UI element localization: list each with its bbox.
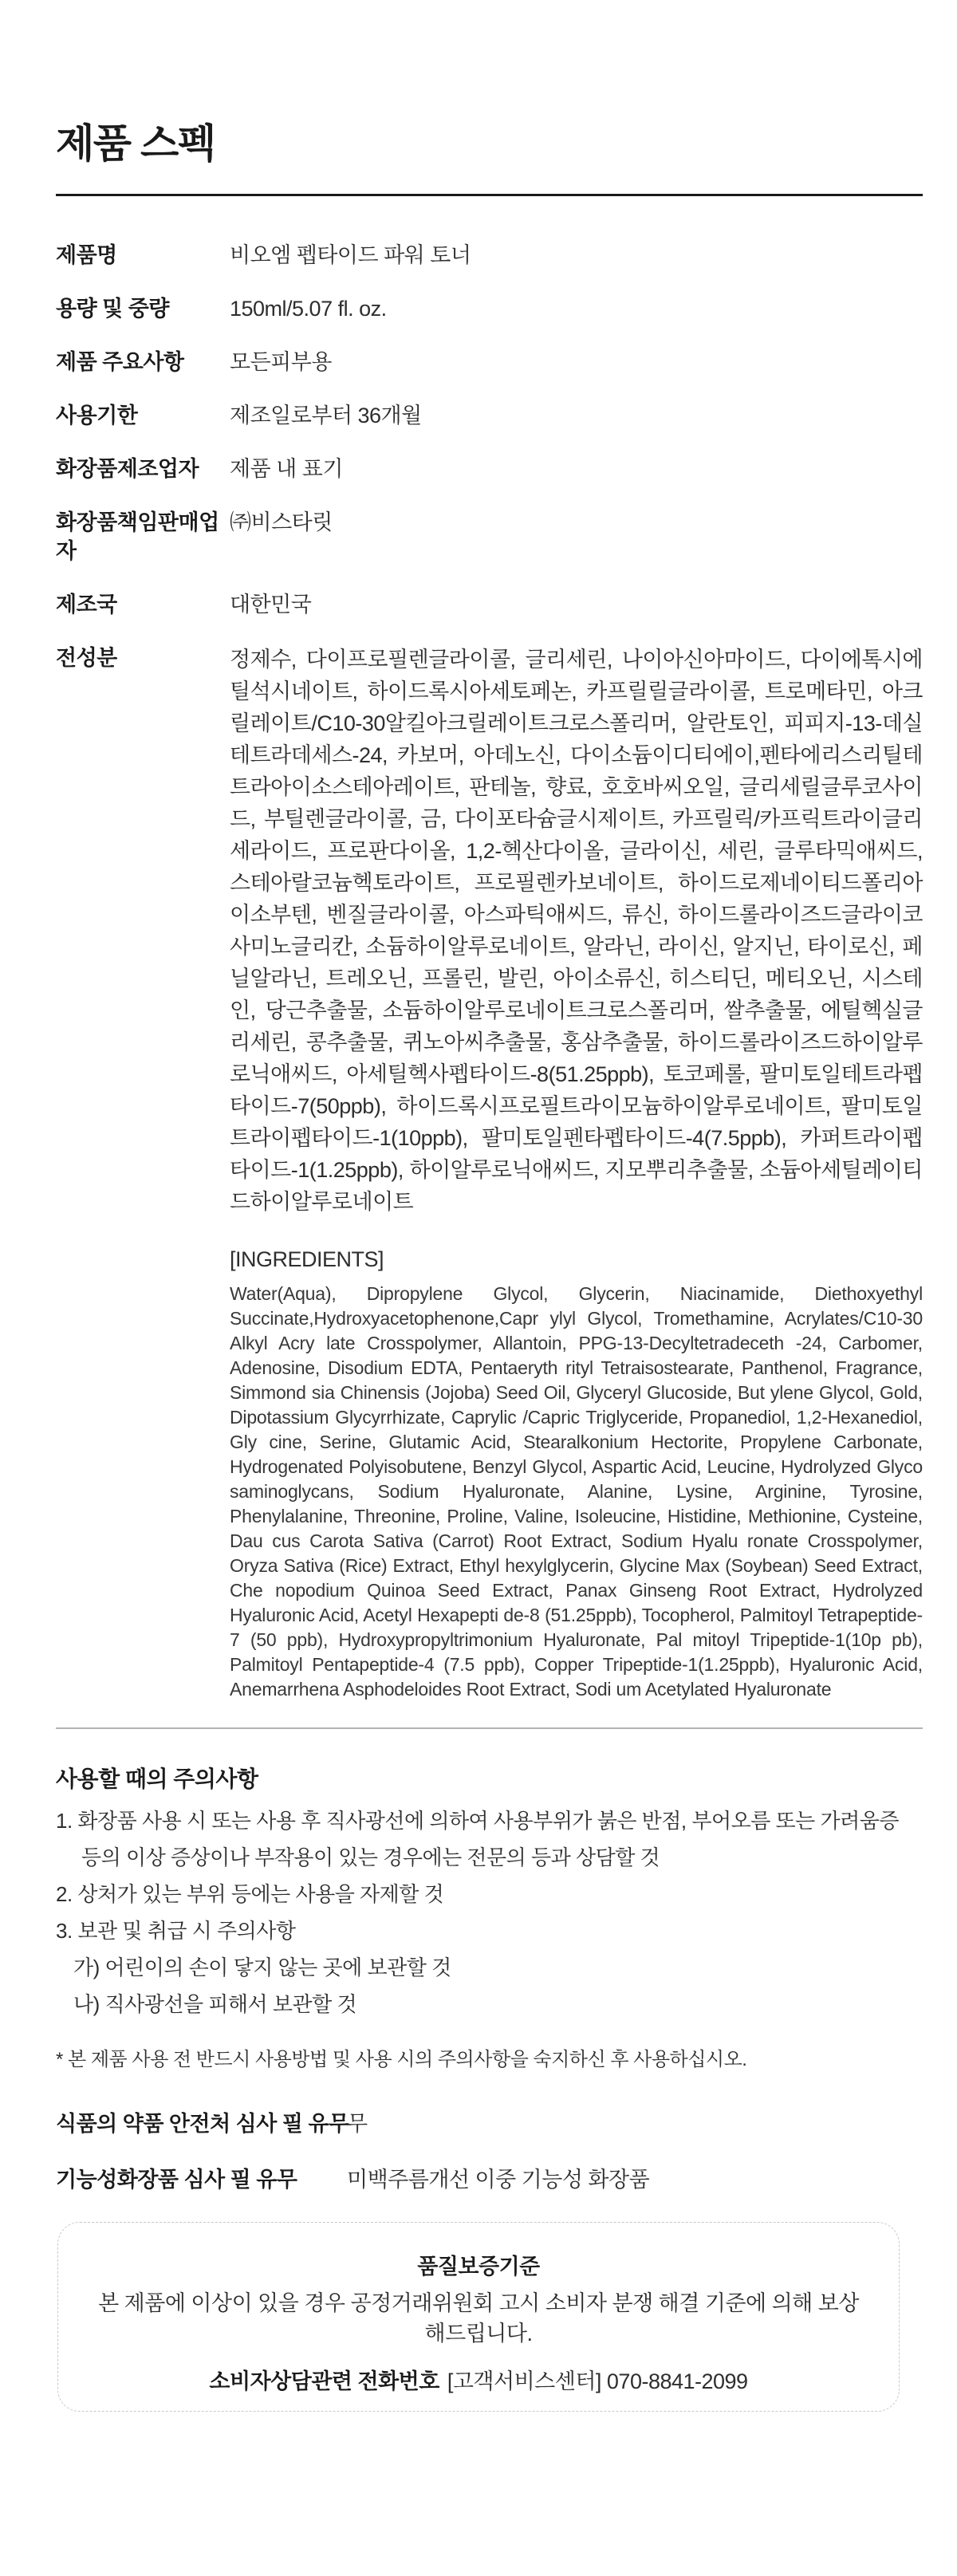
phone-label: 소비자상담관련 전화번호 (209, 2369, 439, 2393)
review-row-mfds (56, 2109, 923, 2138)
spec-row-expiry (56, 401, 923, 430)
title-divider (56, 194, 923, 196)
ingredients-english-text: Water(Aqua), Dipropylene Glycol, Glycerin, Niacinamide, Diethoxyethyl Succinate,Hydroxyacetophenone,Capr ylyl Glycol, Tromethamine, Acrylates/C10-30 Alkyl Acry late Crosspolymer, Allantoin, PPG-13-Decyltetradeceth -24, Carbomer, Adenosine, Disodium EDTA, Pentaeryth rityl Tetraisostearate, Panthenol, Fragrance, Simmond sia Chinensis (Jojoba) Seed Oil, Glyceryl Glucoside, But ylene Glycol, Gold, Dipotassium Glycyrrhizate, Caprylic /Capric Triglyceride, Propanediol, 1,2-Hexanediol, Gly cine, Serine, Glutamic Acid, Stearalkonium Hectorite, Propylene Carbonate, Hydrogenated Polyisobutene, Benzyl Glycol, Aspartic Acid, Leucine, Hydrolyzed Glyco saminoglycans, Sodium Hyaluronate, Alanine, Lysine, Arginine, Tyrosine, Phenylalanine, Threonine, Proline, Valine, Isoleucine, Histidine, Methionine, Cysteine, Dau cus Carota Sativa (Carrot) Root Extract, Sodium Hyalu ronate Crosspolymer, Oryza Sativa (Rice) Extract, Ethyl hexylglycerin, Glycine Max (Soybean) Seed Extract, Che nopodium Quinoa Seed Extract, Panax Ginseng Root Extract, Hydrolyzed Hyaluronic Acid, Acetyl Hexapepti de-8 (51.25ppb), Tocopherol, Palmitoyl Tetrapeptide-7 (50 ppb), Hydroxypropyltrimonium Hyaluronate, Pal mitoyl Tripeptide-1(10p pb), Palmitoyl Pentapeptide-4 (7.5 ppb), Copper Tripeptide-1(1.25ppb), Hyaluronic Acid, Anemarrhena Asphodeloides Root Extract, Sodi um Acetylated Hyaluronate (230, 1283, 923, 1700)
quality-box-phone-line (90, 2366, 867, 2397)
spec-value: 150ml/5.07 fl. oz. (230, 297, 387, 321)
spec-value: 제품 내 표기 (230, 457, 343, 481)
spec-value: 모든피부용 (230, 350, 332, 374)
spec-label: 제품명 (56, 243, 117, 267)
spec-label: 용량 및 중량 (56, 297, 169, 321)
spec-row-country (56, 590, 923, 619)
caution-item-3b: 나) 직사광선을 피해서 보관할 것 (73, 1992, 357, 2016)
spec-label: 제조국 (56, 593, 117, 616)
caution-item-3: 3. 보관 및 취급 시 주의사항 (56, 1919, 296, 1943)
review-label: 기능성화장품 심사 필 유무 (56, 2168, 297, 2192)
spec-row-skin-type (56, 348, 923, 376)
spec-row-ingredients (56, 644, 923, 1702)
ingredients-korean-text: 정제수, 다이프로필렌글라이콜, 글리세린, 나이아신아마이드, 다이에톡시에틸석시네이트, 하이드록시아세토페논, 카프릴릴글라이콜, 트로메타민, 아크릴레이트/C10-30알킬아크릴레이트크로스폴리머, 알란토인, 피피지-13-데실테트라데세스-24, 카보머, 아데노신, 다이소듐이디티에이,펜타에리스리틸테트라아이소스테아레이트, 판테놀, 향료, 호호바씨오일, 글리세릴글루코사이드, 부틸렌글라이콜, 금, 다이포타슘글시제이트, 카프릴릭/카프릭트라이글리세라이드, 프로판다이올, 1,2-헥산다이올, 글라이신, 세린, 글루타믹애씨드, 스테아랄코늄헥토라이트, 프로필렌카보네이트, 하이드로제네이티드폴리아이소부텐, 벤질글라이콜, 아스파틱애씨드, 류신, 하이드롤라이즈드글라이코사미노글리칸, 소듐하이알루로네이트, 알라닌, 라이신, 알지닌, 타이로신, 페닐알라닌, 트레오닌, 프롤린, 발린, 아이소류신, 히스티딘, 메티오닌, 시스테인, 당근추출물, 소듐하이알루로네이트크로스폴리머, 쌀추출물, 에틸헥실글리세린, 콩추출물, 퀴노아씨추출물, 홍삼추출물, 하이드롤라이즈드하이알루로닉애씨드, 아세틸헥사펩타이드-8(51.25ppb), 토코페롤, 팔미토일테트라펩타이드-7(50ppb), 하이드록시프로필트라이모늄하이알루로네이트, 팔미토일트라이펩타이드-1(10ppb), 팔미토일펜타펩타이드-4(7.5ppb), 카퍼트라이펩타이드-1(1.25ppb), 하이알루로닉애씨드, 지모뿌리추출물, 소듐아세틸레이티드하이알루로네이트 (230, 648, 923, 1214)
spec-table (56, 241, 923, 1702)
caution-heading: 사용할 때의 주의사항 (56, 1767, 258, 1791)
caution-item-2: 2. 상처가 있는 부위 등에는 사용을 자제할 것 (56, 1882, 444, 1906)
quality-guarantee-box (57, 2222, 900, 2412)
ingredients-label: 전성분 (56, 646, 117, 670)
spec-label: 제품 주요사항 (56, 350, 184, 374)
section-divider (56, 1727, 923, 1729)
review-value: 미백주름개선 이중 기능성 화장품 (347, 2168, 650, 2192)
spec-label: 화장품책임판매업자 (56, 510, 219, 563)
caution-list (56, 1802, 923, 2023)
quality-box-title: 품질보증기준 (417, 2255, 540, 2279)
ingredients-value (230, 644, 923, 1702)
spec-label: 화장품제조업자 (56, 457, 199, 481)
spec-row-manufacturer (56, 455, 923, 483)
spec-label: 사용기한 (56, 404, 138, 427)
spec-value: 대한민국 (230, 593, 312, 616)
quality-box-description: 본 제품에 이상이 있을 경우 공정거래위원회 고시 소비자 분쟁 해결 기준에 의해 보상해드립니다. (98, 2291, 859, 2346)
review-row-functional (56, 2165, 923, 2194)
review-value: 무 (347, 2112, 368, 2136)
spec-value: 제조일로부터 36개월 (230, 404, 422, 427)
phone-value: [고객서비스센터] 070-8841-2099 (447, 2369, 748, 2393)
spec-value: 비오엠 펩타이드 파워 토너 (230, 243, 471, 267)
spec-value: ㈜비스타릿 (230, 510, 333, 534)
caution-item-1: 1. 화장품 사용 시 또는 사용 후 직사광선에 의하여 사용부위가 붉은 반점, 부어오름 또는 가려움증 등의 이상 증상이나 부작용이 있는 경우에는 전문의 등과 상담할 것 (56, 1809, 899, 1869)
caution-item-3a: 가) 어린이의 손이 닿지 않는 곳에 보관할 것 (73, 1956, 451, 1979)
spec-row-distributor (56, 508, 923, 565)
review-label: 식품의 약품 안전처 심사 필 유무 (56, 2112, 349, 2136)
spec-row-volume (56, 294, 923, 323)
ingredients-english-header: [INGREDIENTS] (230, 1247, 384, 1271)
caution-note: * 본 제품 사용 전 반드시 사용방법 및 사용 시의 주의사항을 숙지하신 후 사용하십시오. (56, 2049, 747, 2070)
spec-row-product-name (56, 241, 923, 270)
page-title: 제품 스펙 (56, 121, 215, 166)
